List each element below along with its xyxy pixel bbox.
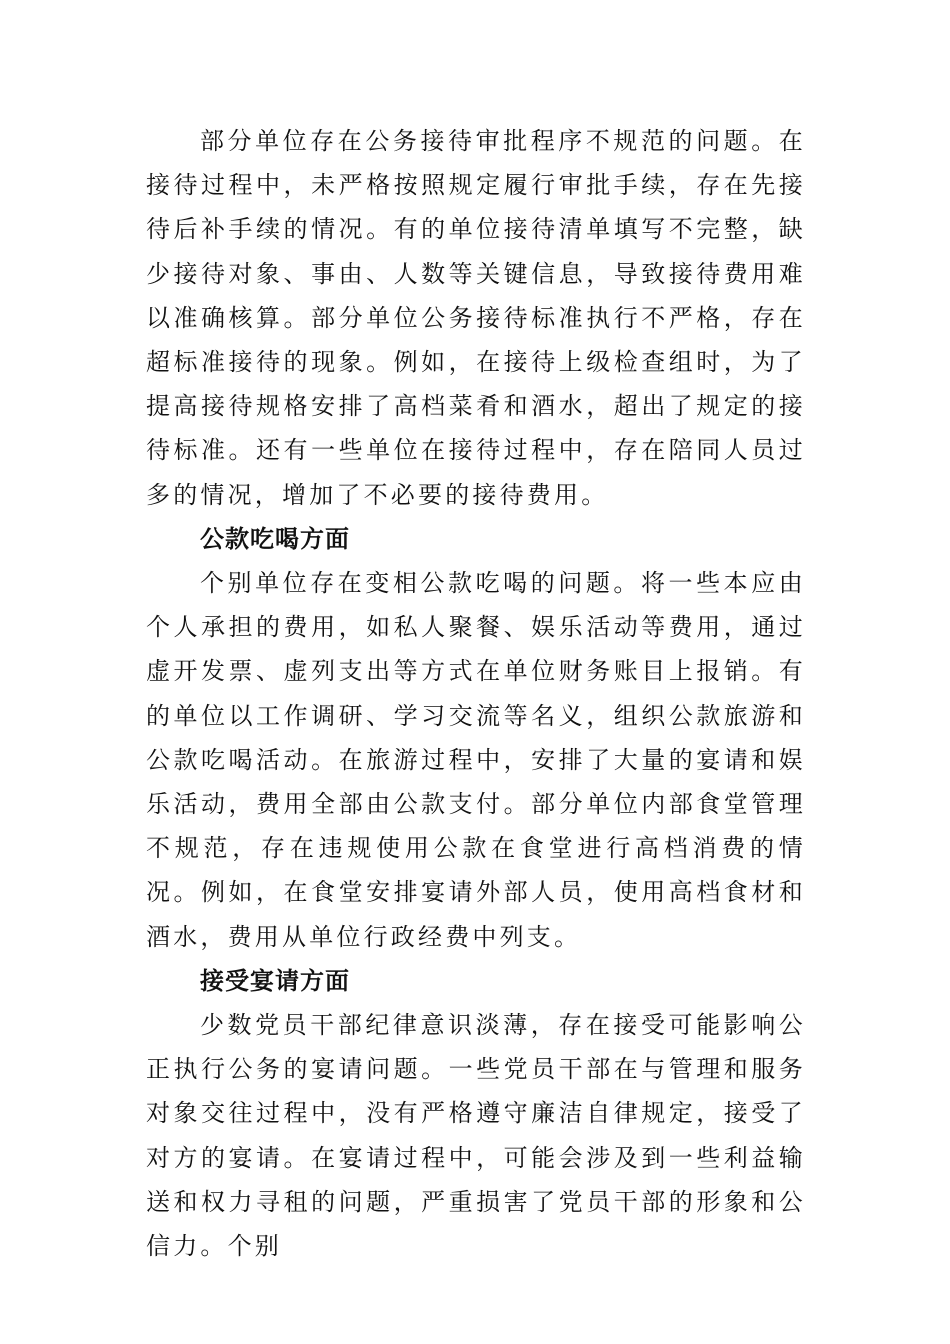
paragraph-reception-approval: 部分单位存在公务接待审批程序不规范的问题。在接待过程中，未严格按照规定履行审批手续，存在先接待后补手续的情况。有的单位接待清单填写不完整，缺少接待对象、事由、人数等关键信息，导致接待费用难以准确核算。部分单位公务接待标准执行不严格，存在超标准接待的现象。例如，在接待上级检查组时，为了提高接待规格安排了高档菜肴和酒水，超出了规定的接待标准。还有一些单位在接待过程中，存在陪同人员过多的情况，增加了不必要的接待费用。: [146, 127, 806, 509]
section-heading-accepting-banquets: 接受宴请方面: [200, 966, 350, 995]
document-body: [146, 119, 806, 1268]
paragraph-public-dining: 个别单位存在变相公款吃喝的问题。将一些本应由个人承担的费用，如私人聚餐、娱乐活动等费用，通过虚开发票、虚列支出等方式在单位财务账目上报销。有的单位以工作调研、学习交流等名义，组织公款旅游和公款吃喝活动。在旅游过程中，安排了大量的宴请和娱乐活动，费用全部由公款支付。部分单位内部食堂管理不规范，存在违规使用公款在食堂进行高档消费的情况。例如，在食堂安排宴请外部人员，使用高档食材和酒水，费用从单位行政经费中列支。: [146, 569, 806, 951]
section-heading-public-dining: 公款吃喝方面: [200, 524, 350, 553]
paragraph-accepting-banquets: 少数党员干部纪律意识淡薄，存在接受可能影响公正执行公务的宴请问题。一些党员干部在与管理和服务对象交往过程中，没有严格遵守廉洁自律规定，接受了对方的宴请。在宴请过程中，可能会涉及到一些利益输送和权力寻租的问题，严重损害了党员干部的形象和公信力。个别: [146, 1011, 806, 1261]
